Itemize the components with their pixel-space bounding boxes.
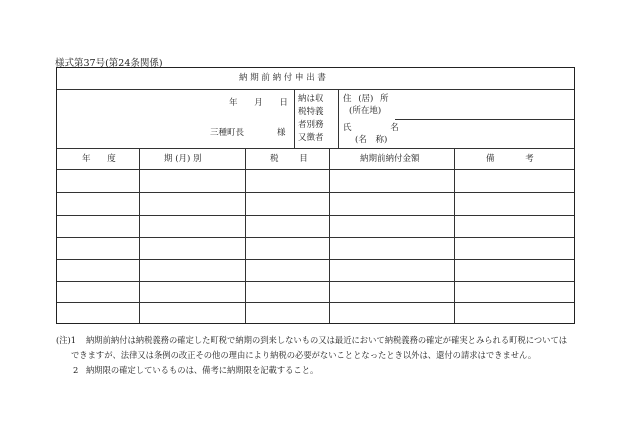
- column-header-period: 期 (月) 別: [164, 154, 202, 164]
- header-divider: [57, 148, 574, 149]
- table-row: [57, 302, 574, 323]
- name-sub-label: (名 称): [355, 135, 388, 145]
- declarant-label-line: 税特義: [298, 107, 324, 117]
- address-label: 住 (居) 所: [343, 94, 389, 104]
- table-row: [57, 237, 574, 259]
- note-text: できますが、法律又は条例の改正その他の理由により納税の必要がないこととなったとき以外は、還付の請求はできません。: [71, 350, 537, 360]
- form-number-label: 様式第37号(第24条関係): [55, 58, 163, 69]
- address-sub-label: (所在地): [349, 106, 382, 116]
- date-line: 年 月 日: [229, 98, 288, 108]
- honorific: 様: [277, 128, 286, 138]
- note-text: 納期前納付は納税義務の確定した町税で納期の到来しないもの又は最近において納税義務の確定が確実とみられる町税については: [86, 335, 568, 345]
- title-divider: [57, 89, 574, 90]
- declarant-label-line: 者別務: [298, 120, 324, 130]
- table-row: [57, 169, 574, 192]
- column-header-remarks: 備 考: [486, 154, 534, 164]
- declarant-mid-divider: [395, 119, 574, 120]
- declarant-right-divider: [338, 89, 339, 148]
- column-header-amount: 納期前納付金額: [360, 154, 420, 164]
- note-number: 2: [73, 365, 79, 375]
- note-number: (注)1: [56, 335, 77, 345]
- application-form: [56, 67, 575, 324]
- declarant-label-line: 又徴者: [298, 133, 324, 143]
- column-header-fiscal-year: 年 度: [82, 154, 116, 164]
- note-text: 納期限の確定しているものは、備考に納期限を記載すること。: [86, 365, 319, 375]
- table-row: [57, 192, 574, 215]
- table-row: [57, 215, 574, 237]
- declarant-left-divider: [294, 89, 295, 148]
- name-label: 氏 名: [343, 123, 399, 133]
- table-row: [57, 259, 574, 281]
- declarant-label-line: 納は収: [298, 94, 324, 104]
- form-title: 納 期 前 納 付 申 出 書: [239, 73, 326, 83]
- addressee: 三種町長: [210, 128, 245, 138]
- table-row: [57, 281, 574, 302]
- column-header-tax-item: 税 目: [270, 154, 308, 164]
